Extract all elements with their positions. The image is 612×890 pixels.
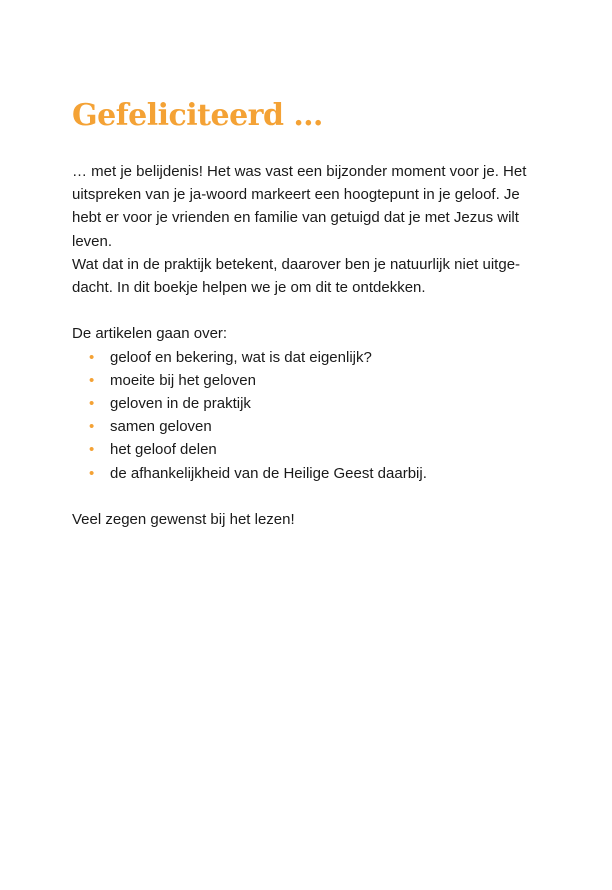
intro-line: hebt er voor je vrienden en familie van getuigd dat je met Jezus wilt	[72, 209, 519, 227]
list-item-label: moeite bij het geloven	[110, 371, 256, 389]
paragraph-spacer	[72, 299, 532, 322]
list-heading: De artikelen gaan over:	[72, 325, 228, 343]
list-item-label: geloven in de praktijk	[110, 395, 251, 413]
list-item	[72, 369, 532, 392]
bullet-icon: •	[89, 395, 95, 413]
intro-line: uitspreken van je ja-woord markeert een hoogtepunt in je geloof. Je	[72, 186, 520, 204]
body-text	[72, 160, 532, 531]
intro-line: dacht. In dit boekje helpen we je om dit te ontdekken.	[72, 279, 426, 297]
list-item	[72, 346, 532, 369]
closing-text: Veel zegen gewenst bij het lezen!	[72, 511, 295, 529]
list-item-label: het geloof delen	[110, 441, 217, 459]
list-item	[72, 438, 532, 461]
page-title: Gefeliciteerd …	[72, 98, 323, 133]
list-item	[72, 392, 532, 415]
list-item-label: de afhankelijkheid van de Heilige Geest daarbij.	[110, 464, 427, 482]
intro-line: … met je belijdenis! Het was vast een bijzonder moment voor je. Het	[72, 163, 527, 180]
bullet-icon: •	[89, 464, 95, 482]
list-item	[72, 415, 532, 438]
list-item	[72, 462, 532, 485]
list-item-label: geloof en bekering, wat is dat eigenlijk?	[110, 348, 372, 366]
bullet-icon: •	[89, 371, 95, 389]
intro-line: leven.	[72, 232, 113, 250]
bullet-icon: •	[89, 441, 95, 459]
intro-line: Wat dat in de praktijk betekent, daarover ben je natuurlijk niet uitge-	[72, 255, 521, 273]
bullet-icon: •	[89, 348, 95, 366]
list-item-label: samen geloven	[110, 418, 212, 436]
bullet-icon: •	[89, 418, 95, 436]
intro-paragraph	[72, 160, 532, 299]
topic-list	[72, 346, 532, 485]
paragraph-spacer	[72, 485, 532, 508]
